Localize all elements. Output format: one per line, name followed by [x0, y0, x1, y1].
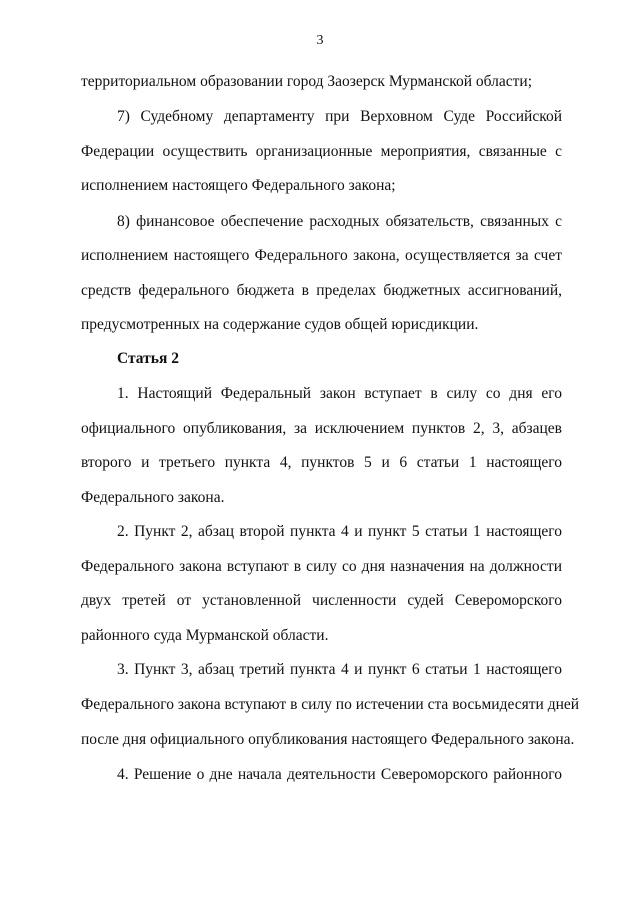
- article-2-point-2-line-4: районного суда Мурманской области.: [81, 627, 329, 644]
- item-7-line-1: 7) Судебному департаменту при Верховном Суде Российской: [117, 108, 562, 125]
- continuation-line-1: территориальном образовании город Заозерск Мурманской области;: [81, 73, 533, 90]
- article-2-point-1-line-4: Федерального закона.: [81, 489, 225, 506]
- item-8-line-1: 8) финансовое обеспечение расходных обязательств, связанных с: [117, 213, 562, 230]
- article-2-point-2-line-2: Федерального закона вступают в силу со дня назначения на должности: [81, 558, 562, 575]
- article-2-point-2-line-1: 2. Пункт 2, абзац второй пункта 4 и пункт 5 статьи 1 настоящего: [117, 523, 562, 540]
- article-2-point-3-line-1: 3. Пункт 3, абзац третий пункта 4 и пункт 6 статьи 1 настоящего: [117, 661, 562, 678]
- article-2-point-4-line-1: 4. Решение о дне начала деятельности Североморского районного: [117, 766, 562, 783]
- article-2-heading: Статья 2: [117, 350, 179, 367]
- article-2-point-1-line-2: официального опубликования, за исключением пунктов 2, 3, абзацев: [81, 420, 562, 437]
- item-8-line-4: предусмотренных на содержание судов общей юрисдикции.: [81, 316, 479, 333]
- item-8-line-2: исполнением настоящего Федерального закона, осуществляется за счет: [81, 247, 562, 264]
- item-8-line-3: средств федерального бюджета в пределах бюджетных ассигнований,: [81, 282, 562, 299]
- article-2-point-3-line-2: Федерального закона вступают в силу по истечении ста восьмидесяти дней: [81, 696, 580, 713]
- article-2-point-1-line-1: 1. Настоящий Федеральный закон вступает в силу со дня его: [117, 385, 562, 402]
- article-2-point-3-line-3: после дня официального опубликования настоящего Федерального закона.: [81, 731, 575, 748]
- article-2-point-2-line-3: двух третей от установленной численности судей Североморского: [81, 592, 562, 609]
- item-7-line-2: Федерации осуществить организационные мероприятия, связанные с: [81, 143, 562, 160]
- page-number: 3: [316, 33, 324, 48]
- item-7-line-3: исполнением настоящего Федерального закона;: [81, 177, 396, 194]
- article-2-point-1-line-3: второго и третьего пункта 4, пунктов 5 и 6 статьи 1 настоящего: [81, 454, 562, 471]
